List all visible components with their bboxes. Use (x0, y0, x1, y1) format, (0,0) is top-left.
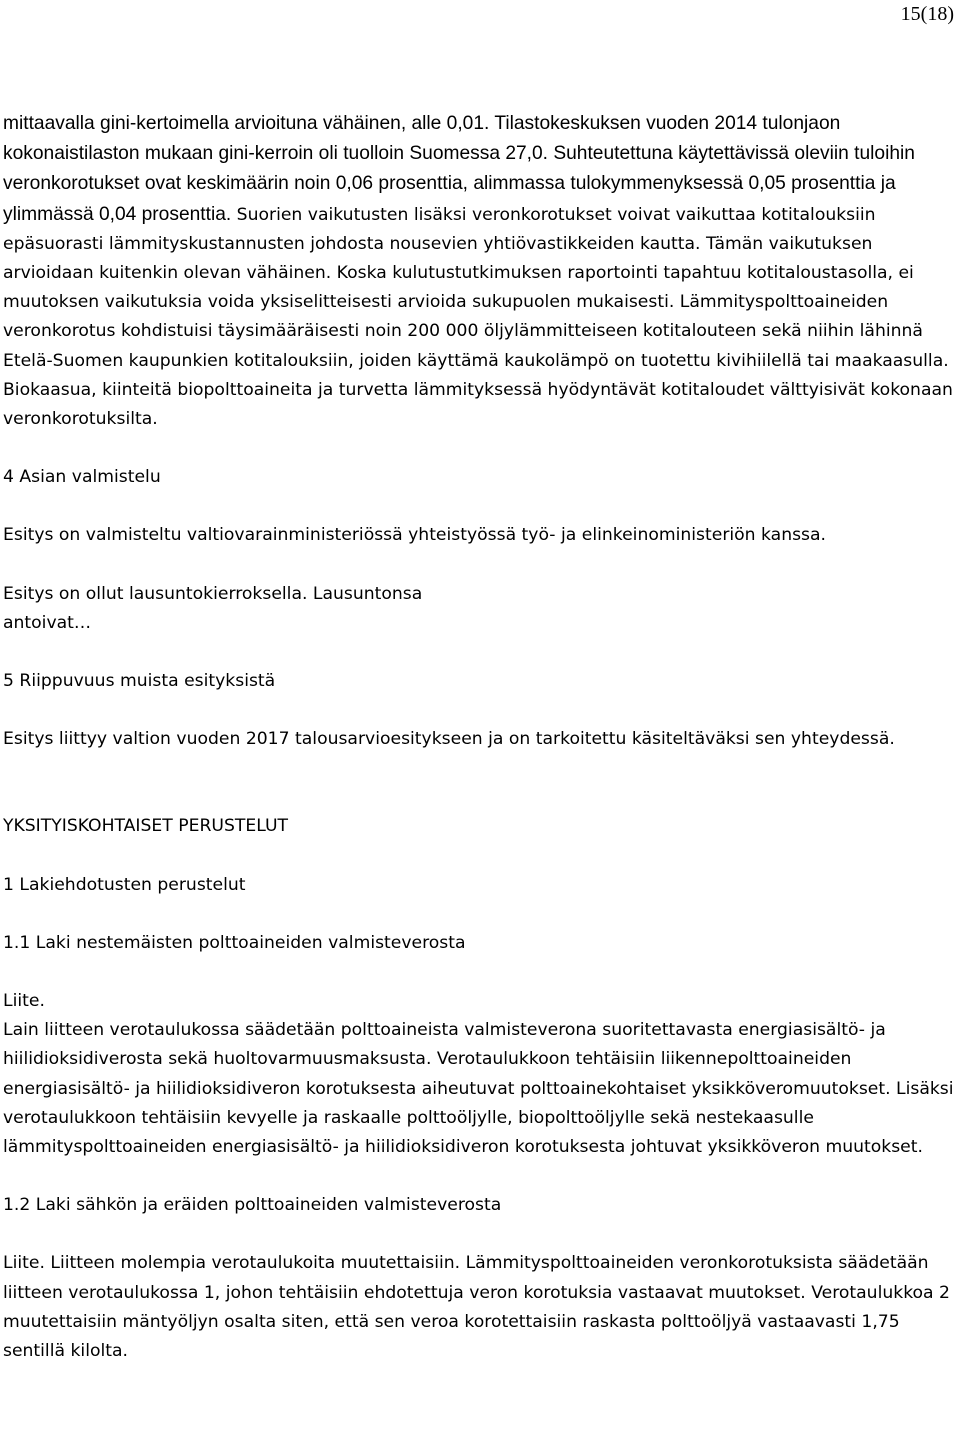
subsection-1-1-heading: 1.1 Laki nestemäisten polttoaineiden valmisteverosta (3, 932, 466, 953)
section-5-heading: 5 Riippuvuus muista esityksistä (3, 671, 276, 692)
appendix-paragraph: Lain liitteen verotaulukossa säädetään polttoaineista valmisteverona suoritettavasta energiasisältö- ja hiilidioksidiverosta sekä huoltovarmuusmaksusta. Verotaulukkoon tehtäisiin liikennepolttoaineiden energiasisältö- ja hiilidioksidiveron korotuksesta aiheutuvat polttoainekohtaiset yksikköveromuutokset. Lisäksi verotaulukkoon tehtäisiin kevyelle ja raskaalle polttoöljylle, biopolttoöljylle sekä nestekaasulle lämmityspolttoaineiden energiasisältö- ja hiilidioksidiveron korotuksesta johtuvat yksikköveron muutokset. (3, 1020, 954, 1158)
section-4-paragraph: Esitys on valmisteltu valtiovarainministeriössä yhteistyössä työ- ja elinkeinoministeriön kanssa. (3, 525, 827, 546)
subsection-1-2-heading: 1.2 Laki sähkön ja eräiden polttoaineiden valmisteverosta (3, 1195, 502, 1216)
section-5-paragraph: Esitys liittyy valtion vuoden 2017 talousarvioesitykseen ja on tarkoitettu käsiteltäväksi sen yhteydessä. (3, 729, 895, 750)
intro-text-part3: Koska kulutustutkimuksen raportointi tapahtuu kotitaloustasolla, ei muutoksen vaikutuksia voida yksiselitteisesti arvioida sukupuolen mukaisesti. Lämmityspolttoaineiden veronkorotus kohdistuisi täysimääräisesti noin 200 000 öljylämmitteiseen kotitalouteen sekä niihin lähinnä Etelä-Suomen kaupunkien kotitalouksiin, joiden käyttämä kaukolämpö on tuotettu kivihiilellä tai maakaasulla. Biokaasua, kiinteitä biopolttoaineita ja turvetta lämmityksessä hyödyntävät kotitaloudet välttyisivät kokonaan veronkorotuksilta. (3, 263, 953, 430)
consultation-line: Esitys on ollut lausuntokierroksella. Lausuntonsa (3, 583, 423, 604)
intro-paragraph (3, 109, 958, 434)
appendix-label: Liite. (3, 991, 45, 1012)
section-4-heading: 4 Asian valmistelu (3, 467, 161, 488)
document-body (3, 109, 958, 1366)
appendix-2-paragraph: Liite. Liitteen molempia verotaulukoita muutettaisiin. Lämmityspolttoaineiden veronkorotuksista säädetään liitteen verotaulukossa 1, johon tehtäisiin ehdotettuja veron korotuksia vastaavat muutokset. Verotaulukkoa 2 muutettaisiin mäntyöljyn osalta siten, että sen veroa korotettaisiin raskasta polttoöljyä vastaavasti 1,75 sentillä kilolta. (3, 1253, 950, 1362)
page-number: 15(18) (900, 3, 954, 25)
detailed-reasoning-heading: YKSITYISKOHTAISET PERUSTELUT (3, 816, 289, 837)
intro-text-part1: mittaavalla gini-kertoimella arvioituna vähäinen, alle 0,01. Tilastokeskuksen vuoden 2014 tulonjaon kokonaistilaston mukaan gini-kerroin oli tuolloin Suomessa 27,0. Suhteutettuna käytettävissä oleviin tuloihin veronkorotukset ovat keskimäärin noin 0,06 prosenttia, alimmassa tulokymmenyksessä 0,05 prosenttia ja ylimmässä 0,04 prosenttia. (3, 113, 915, 225)
intro-text-part2: Suorien vaikutusten lisäksi veronkorotukset voivat vaikuttaa kotitalouksiin epäsuorasti lämmityskustannusten johdosta nousevien yhtiövastikkeiden kautta. Tämän vaikutuksen arvioidaan kuitenkin olevan vähäinen. (3, 204, 876, 284)
consultation-line-2: antoivat… (3, 612, 92, 633)
subsection-1-heading: 1 Lakiehdotusten perustelut (3, 874, 246, 895)
